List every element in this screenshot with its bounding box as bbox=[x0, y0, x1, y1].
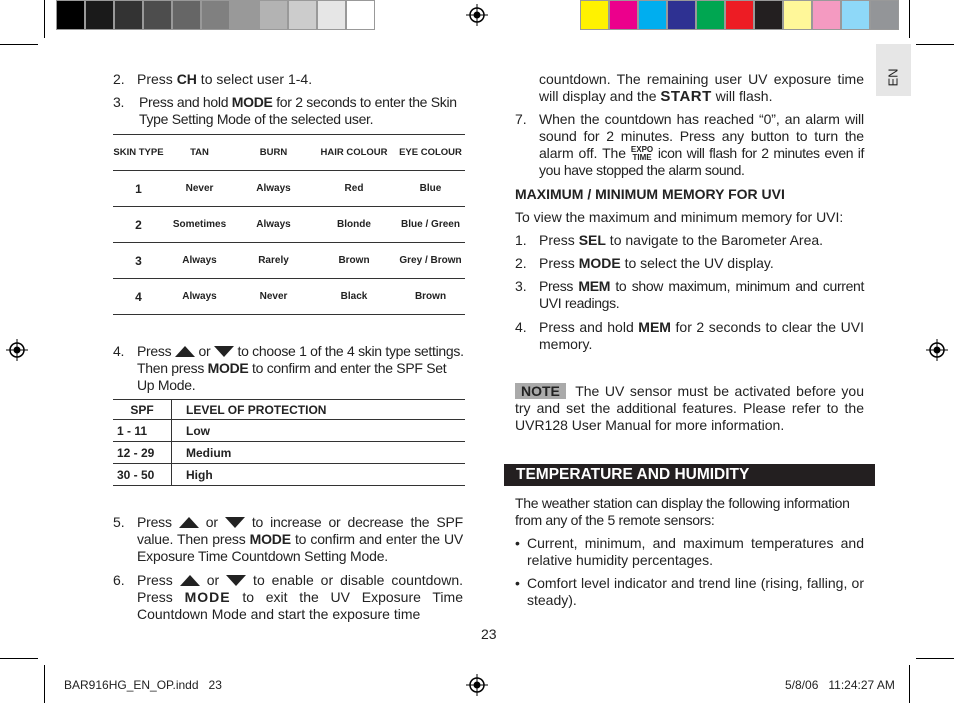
step-text: to enable or disable countdown. Press bbox=[137, 572, 463, 605]
table-cell: Sometimes bbox=[164, 207, 235, 243]
registration-mark-icon bbox=[466, 674, 488, 696]
list-item-text: Current, minimum, and maximum temperatures and relative humidity percentages. bbox=[527, 535, 864, 568]
color-swatch bbox=[638, 0, 667, 30]
down-arrow-icon bbox=[214, 346, 234, 357]
color-swatch bbox=[114, 0, 143, 30]
language-tab bbox=[876, 44, 911, 96]
memory-step bbox=[515, 255, 864, 272]
table-cell: 3 bbox=[113, 243, 164, 279]
table-row bbox=[113, 171, 465, 207]
step-text: to exit the UV Exposure Time Countdown Mode and start the exposure time bbox=[137, 589, 463, 622]
bullet-icon: • bbox=[515, 535, 520, 551]
note-text: The UV sensor must be activated before you try and set the additional features. Please refer to the UVR128 User Manual for more information. bbox=[515, 383, 864, 433]
registration-mark-icon bbox=[6, 339, 28, 361]
color-swatch bbox=[870, 0, 899, 30]
color-swatch bbox=[580, 0, 609, 30]
list-item-text: Comfort level indicator and trend line (rising, falling, or steady). bbox=[527, 575, 864, 608]
registration-mark-icon bbox=[466, 4, 488, 26]
footer-file-slug: BAR916HG_EN_OP.indd 23 bbox=[64, 678, 222, 692]
step-text: Press and hold bbox=[139, 94, 232, 110]
table-cell: Blue / Green bbox=[396, 207, 465, 243]
expo-time-icon-bottom: TIME bbox=[632, 153, 652, 162]
step-text: Press bbox=[137, 343, 175, 359]
color-swatch bbox=[841, 0, 870, 30]
step-text: Press bbox=[137, 71, 177, 87]
step-number: 6. bbox=[113, 572, 125, 588]
up-arrow-icon bbox=[175, 346, 195, 357]
color-swatch bbox=[259, 0, 288, 30]
crop-mark bbox=[0, 44, 38, 45]
step-number: 1. bbox=[515, 232, 527, 248]
memory-intro: To view the maximum and minimum memory for UVI: bbox=[515, 209, 844, 225]
step-text: to select user 1-4. bbox=[196, 71, 313, 87]
color-swatch bbox=[812, 0, 841, 30]
note-badge: NOTE bbox=[515, 383, 566, 399]
step-number: 5. bbox=[113, 514, 125, 530]
step-number: 4. bbox=[113, 343, 125, 359]
memory-step bbox=[515, 278, 864, 312]
key-name: MODE bbox=[184, 589, 231, 605]
table-cell: 1 bbox=[113, 171, 164, 207]
step-2 bbox=[113, 71, 465, 88]
step-text: to navigate to the Barometer Area. bbox=[605, 232, 824, 248]
page-number: 23 bbox=[481, 626, 497, 642]
footer-datetime: 5/8/06 11:24:27 AM bbox=[785, 678, 895, 692]
memory-heading: MAXIMUM / MINIMUM MEMORY FOR UVI bbox=[515, 186, 785, 202]
step-4 bbox=[113, 343, 465, 394]
table-cell: Medium bbox=[172, 442, 466, 464]
table-row bbox=[113, 442, 465, 464]
crop-mark bbox=[909, 0, 910, 38]
step-text: countdown. The remaining user UV exposure time will display and the bbox=[539, 71, 864, 104]
start-display-word: START bbox=[660, 88, 712, 105]
step-text: or bbox=[199, 572, 227, 588]
crop-mark bbox=[909, 665, 910, 703]
table-row bbox=[113, 207, 465, 243]
countdown-continuation bbox=[539, 71, 864, 105]
color-swatch bbox=[754, 0, 783, 30]
step-text: Press bbox=[539, 255, 579, 271]
table-cell: Always bbox=[164, 243, 235, 279]
registration-mark-icon bbox=[926, 339, 948, 361]
step-number: 4. bbox=[515, 319, 527, 335]
table-cell: Blonde bbox=[312, 207, 396, 243]
step-text: Press and hold bbox=[539, 319, 639, 335]
key-name: SEL bbox=[578, 232, 606, 248]
crop-mark bbox=[916, 658, 954, 659]
memory-step bbox=[515, 232, 864, 249]
up-arrow-icon bbox=[179, 517, 199, 528]
step-5 bbox=[113, 514, 463, 565]
step-text: will flash. bbox=[711, 88, 773, 104]
temp-intro: The weather station can display the following information from any of the 5 remote sensors: bbox=[515, 495, 850, 528]
step-number: 7. bbox=[515, 111, 527, 127]
key-name: CH bbox=[176, 71, 197, 87]
table-row bbox=[113, 464, 465, 486]
step-text: to confirm and enter the SPF Set Up Mode. bbox=[137, 360, 447, 393]
color-swatch bbox=[667, 0, 696, 30]
table-cell: Blue bbox=[396, 171, 465, 207]
color-swatch bbox=[56, 0, 85, 30]
language-tab-label: EN bbox=[885, 68, 901, 87]
table-header: BURN bbox=[235, 135, 312, 171]
color-swatch bbox=[346, 0, 375, 30]
table-row bbox=[113, 420, 465, 442]
note-paragraph bbox=[515, 383, 864, 434]
key-name: MODE bbox=[578, 255, 621, 271]
table-header: SKIN TYPE bbox=[113, 135, 164, 171]
spf-table bbox=[113, 399, 465, 486]
color-swatch bbox=[288, 0, 317, 30]
step-number: 2. bbox=[113, 71, 125, 87]
skin-type-table bbox=[113, 134, 465, 315]
table-cell: Low bbox=[172, 420, 466, 442]
table-cell: High bbox=[172, 464, 466, 486]
step-text: Press bbox=[137, 514, 179, 530]
step-text: or bbox=[194, 343, 214, 359]
step-text: to show maximum, minimum and current UVI readings. bbox=[539, 278, 865, 311]
table-cell: Red bbox=[312, 171, 396, 207]
table-cell: Black bbox=[312, 279, 396, 315]
expo-time-icon bbox=[631, 146, 653, 162]
key-name: MEM bbox=[638, 319, 671, 335]
step-text: icon will flash for 2 minutes even if you have stopped the alarm sound. bbox=[539, 145, 864, 178]
table-cell: 2 bbox=[113, 207, 164, 243]
step-text: Press bbox=[137, 572, 180, 588]
color-swatch bbox=[85, 0, 114, 30]
key-name: MODE bbox=[249, 531, 291, 547]
section-heading: TEMPERATURE AND HUMIDITY bbox=[516, 466, 750, 483]
step-text: to select the UV display. bbox=[620, 255, 774, 271]
crop-mark bbox=[916, 44, 954, 45]
color-swatch bbox=[783, 0, 812, 30]
color-swatch bbox=[317, 0, 346, 30]
crop-mark bbox=[44, 0, 45, 38]
table-cell: Brown bbox=[312, 243, 396, 279]
step-number: 3. bbox=[113, 94, 125, 110]
color-swatch bbox=[172, 0, 201, 30]
step-text: or bbox=[198, 514, 225, 530]
color-swatch bbox=[725, 0, 754, 30]
step-text: to choose 1 of the 4 skin type settings. Then press bbox=[137, 343, 464, 376]
step-7 bbox=[515, 111, 864, 179]
table-cell: Always bbox=[164, 279, 235, 315]
table-cell: Grey / Brown bbox=[396, 243, 465, 279]
table-cell: 1 - 11 bbox=[113, 420, 172, 442]
key-name: MODE bbox=[231, 94, 273, 110]
color-swatch bbox=[230, 0, 259, 30]
expo-time-icon-top: EXPO bbox=[630, 145, 654, 154]
table-header: HAIR COLOUR bbox=[312, 135, 396, 171]
step-3 bbox=[113, 94, 465, 128]
step-text: for 2 seconds to clear the UVI memory. bbox=[539, 319, 864, 352]
color-swatch bbox=[201, 0, 230, 30]
down-arrow-icon bbox=[225, 517, 245, 528]
step-number: 3. bbox=[515, 278, 527, 294]
step-text: Press bbox=[539, 278, 579, 294]
list-item bbox=[515, 575, 864, 609]
crop-mark bbox=[0, 658, 38, 659]
step-text: When the countdown has reached “0”, an alarm will sound for 2 minutes. Press any button to turn the alarm off. The bbox=[539, 111, 864, 161]
table-header: SPF bbox=[113, 400, 172, 420]
step-text: to increase or decrease the SPF value. Then press bbox=[137, 514, 463, 547]
color-swatch bbox=[609, 0, 638, 30]
up-arrow-icon bbox=[180, 575, 200, 586]
table-cell: 30 - 50 bbox=[113, 464, 172, 486]
table-cell: Always bbox=[235, 207, 312, 243]
table-cell: 4 bbox=[113, 279, 164, 315]
crop-mark bbox=[44, 665, 45, 703]
key-name: MODE bbox=[207, 360, 249, 376]
list-item bbox=[515, 535, 864, 569]
table-cell: Brown bbox=[396, 279, 465, 315]
down-arrow-icon bbox=[226, 575, 246, 586]
table-row bbox=[113, 279, 465, 315]
table-cell: 12 - 29 bbox=[113, 442, 172, 464]
bullet-icon: • bbox=[515, 575, 520, 591]
table-cell: Never bbox=[235, 279, 312, 315]
table-cell: Always bbox=[235, 171, 312, 207]
table-cell: Rarely bbox=[235, 243, 312, 279]
step-6 bbox=[113, 572, 463, 623]
step-text: for 2 seconds to enter the Skin Type Setting Mode of the selected user. bbox=[139, 94, 457, 127]
step-number: 2. bbox=[515, 255, 527, 271]
key-name: MEM bbox=[578, 278, 611, 294]
table-row bbox=[113, 243, 465, 279]
table-header: LEVEL OF PROTECTION bbox=[172, 400, 466, 420]
color-swatch bbox=[143, 0, 172, 30]
memory-step bbox=[515, 319, 864, 353]
section-heading-bar bbox=[504, 464, 875, 486]
table-cell: Never bbox=[164, 171, 235, 207]
color-swatch bbox=[696, 0, 725, 30]
step-text: to confirm and enter the UV Exposure Time Countdown Setting Mode. bbox=[137, 531, 463, 564]
table-header: EYE COLOUR bbox=[396, 135, 465, 171]
step-text: Press bbox=[539, 232, 579, 248]
table-header: TAN bbox=[164, 135, 235, 171]
